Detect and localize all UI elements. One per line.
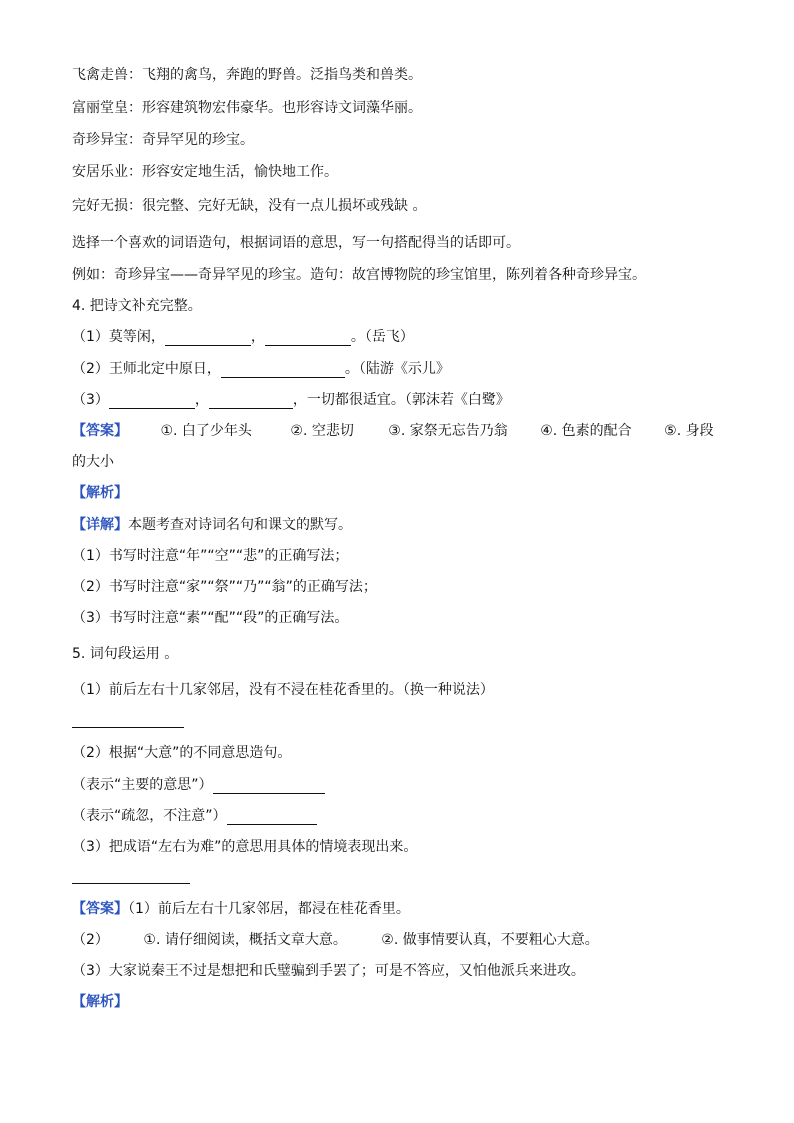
answer-tag: 【答案】: [72, 901, 128, 917]
answer-option-2: [381, 931, 598, 949]
q5-part-2a-text: （表示“主要的意思”）: [72, 777, 213, 793]
q4-line-3-start: （3）: [72, 392, 109, 408]
idiom-line-4: 安居乐业：形容安定地生活，愉快地工作。: [72, 164, 338, 180]
answer-option-4: [540, 422, 631, 440]
blank-field: [165, 331, 251, 346]
q5-part-2b-text: （表示“疏忽，不注意”）: [72, 808, 227, 824]
answer-text: . 请仔细阅读，概括文章大意。: [155, 932, 347, 948]
blank-field: [209, 394, 293, 409]
q4-note-1: （1）书写时注意“年”“空”“悲”的正确写法；: [72, 548, 349, 564]
answer-rule: [72, 883, 190, 884]
q5-part-2: （2）根据“大意”的不同意思造句。: [72, 745, 292, 761]
q5-answer-line-1: [72, 900, 410, 918]
answer-option-1: [143, 931, 346, 949]
answer-rule: [72, 727, 184, 728]
q5-answer-line-2: [72, 931, 599, 949]
answer-option-2: [290, 422, 353, 440]
answer-text: . 白了少年头: [173, 423, 252, 439]
q4-line-1-sep: ，: [250, 329, 265, 345]
q5-answer-line-3: （3）大家说秦王不过是想把和氏璧骗到手罢了；可是不答应，又怕他派兵来进攻。: [72, 963, 585, 979]
q4-line-1: [72, 328, 414, 346]
q5-title: 5. 词句段运用 。: [72, 646, 179, 662]
q5-part-1: （1）前后左右十几家邻居，没有不浸在桂花香里的。（换一种说法）: [72, 682, 494, 698]
blank-field: [227, 810, 317, 825]
q4-detail-line: [72, 516, 352, 534]
q4-analysis-tag: 【解析】: [72, 485, 128, 501]
answer-number: ④: [540, 423, 553, 439]
q4-line-2-start: （2）王师北定中原日，: [72, 361, 221, 377]
q4-note-3: （3）书写时注意“素”“配”“段”的正确写法。: [72, 610, 349, 626]
q4-note-2: （2）书写时注意“家”“祭”“乃”“翁”的正确写法；: [72, 579, 377, 595]
q5-part-2b: [72, 807, 317, 825]
q4-line-3: [72, 391, 510, 409]
answer-number: ③: [388, 423, 401, 439]
idiom-line-1: 飞禽走兽：飞翔的禽鸟，奔跑的野兽。泛指鸟类和兽类。: [72, 67, 422, 83]
q4-line-2: [72, 360, 450, 378]
q4-answer-continuation: 的大小: [72, 454, 114, 470]
q4-line-1-start: （1）莫等闲，: [72, 329, 165, 345]
q4-answer-line: [72, 422, 714, 440]
answer-text: . 空悲切: [302, 423, 354, 439]
answer-number: ②: [290, 423, 303, 439]
answer-text: . 身段: [676, 423, 714, 439]
answer-text: . 色素的配合: [552, 423, 632, 439]
answer-number: ①: [143, 932, 156, 948]
answer-option-3: [388, 422, 507, 440]
q5-analysis-tag: 【解析】: [72, 994, 128, 1010]
q4-line-3-end: ，一切都很适宜。（郭沫若《白鹭》: [292, 392, 510, 408]
answer-number: ⑤: [664, 423, 677, 439]
q5-part-2a: [72, 776, 325, 794]
q4-line-3-sep: ，: [194, 392, 209, 408]
detail-text: 本题考查对诗词名句和课文的默写。: [128, 517, 352, 533]
blank-field: [265, 331, 351, 346]
idiom-line-2: 富丽堂皇：形容建筑物宏伟豪华。也形容诗文词藻华丽。: [72, 100, 422, 116]
answer-text: . 家祭无忘告乃翁: [400, 423, 508, 439]
q4-line-2-end: 。（陆游《示儿》: [344, 361, 450, 377]
q5-part-3: （3）把成语“左右为难”的意思用具体的情境表现出来。: [72, 839, 418, 855]
blank-field: [213, 779, 325, 794]
instruction-text: 选择一个喜欢的词语造句，根据词语的意思，写一句搭配得当的话即可。: [72, 235, 520, 251]
blank-field: [109, 394, 195, 409]
detail-tag: 【详解】: [72, 517, 128, 533]
idiom-line-5: 完好无损：很完整、完好无缺，没有一点儿损坏或残缺 。: [72, 198, 427, 214]
answer-text: . 做事情要认真，不要粗心大意。: [393, 932, 599, 948]
example-text: 例如：奇珍异宝——奇异罕见的珍宝。造句：故宫博物院的珍宝馆里，陈列着各种奇珍异宝。: [72, 267, 646, 283]
q4-title: 4. 把诗文补充完整。: [72, 298, 202, 314]
answer-tag: 【答案】: [72, 423, 128, 439]
answer-number: ②: [381, 932, 394, 948]
answer-option-1: [160, 422, 251, 440]
answer-text: （1）前后左右十几家邻居，都浸在桂花香里。: [128, 901, 410, 917]
idiom-line-3: 奇珍异宝：奇异罕见的珍宝。: [72, 132, 254, 148]
blank-field: [221, 363, 345, 378]
answer-option-5: [664, 422, 713, 440]
answer-number: ①: [160, 423, 174, 439]
answer-label: （2）: [72, 932, 109, 948]
q4-line-1-end: 。（岳飞）: [350, 329, 414, 345]
